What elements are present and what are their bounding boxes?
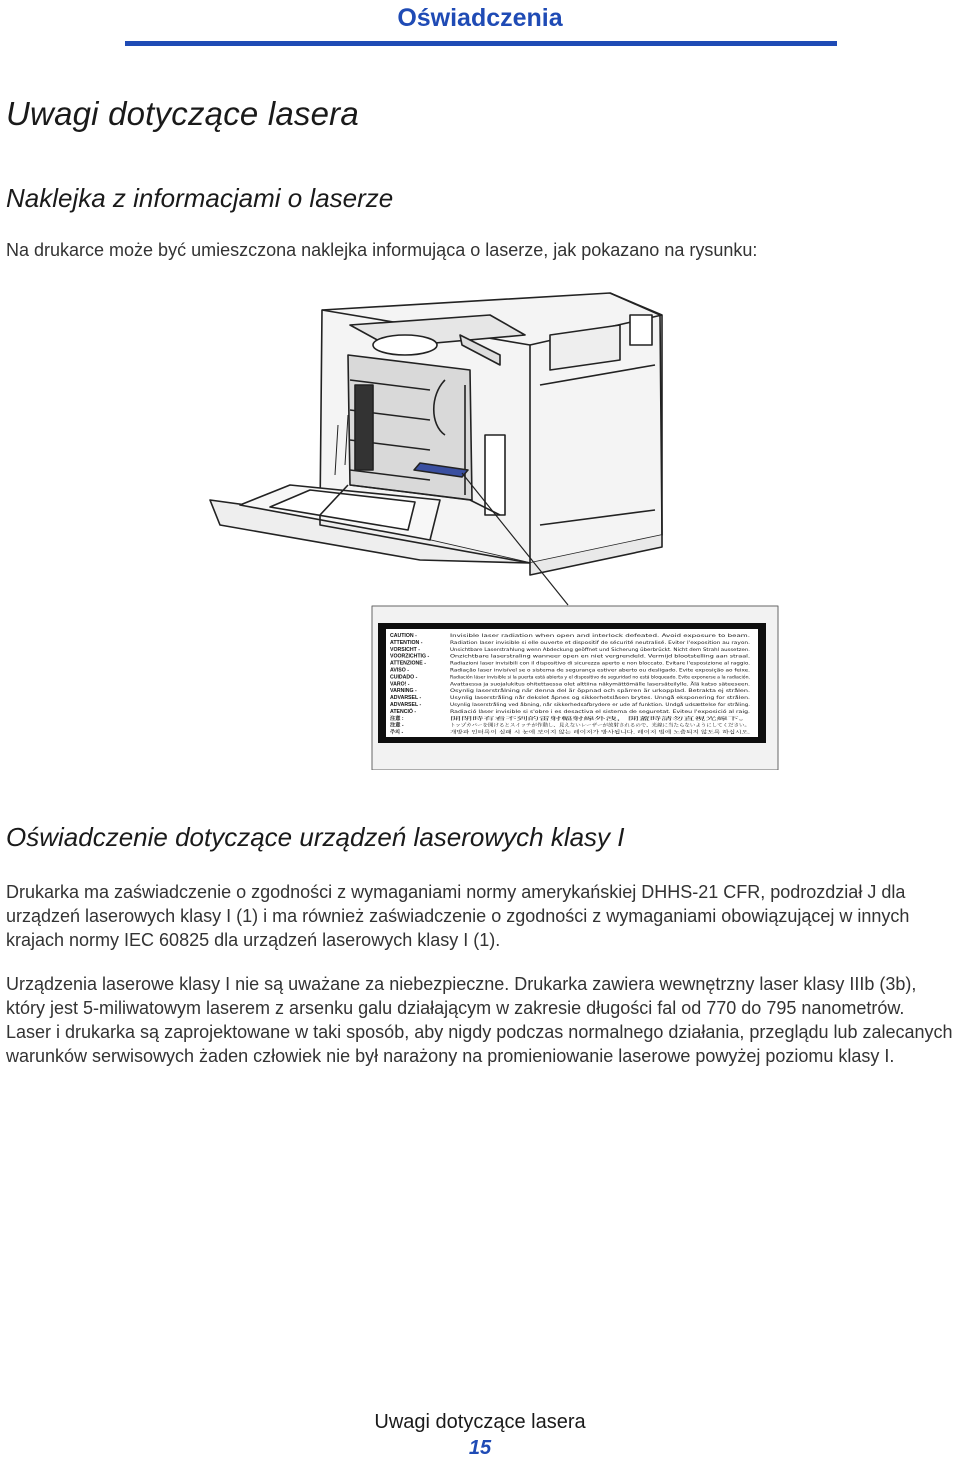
laser-warning-label	[372, 606, 778, 770]
label-text-12: 開閉時有看不到的雷射輻射線外洩，開蓋時請勿直視光線下。	[450, 716, 569, 722]
running-header-title: Oświadczenia	[397, 4, 563, 32]
label-text-1: Radiation laser invisible si elle ouverte et dispositif de sécurité neutralisé. Eviter l'exposition au rayon.	[450, 640, 676, 646]
class-i-heading: Oświadczenie dotyczące urządzeń laserowych klasy I	[6, 822, 625, 852]
label-text-6: Radiación láser invisible si la puerta está abierta y el dispositivo de seguridad no está bloqueado. Evite exponerse a la radiación.	[450, 675, 734, 681]
label-heading-2: VORSICHT -	[390, 646, 420, 653]
label-text-4: Radiazioni laser invisibili con il dispositivo di sicurezza aperto e non bloccato. Evitare l'esposizione al raggio.	[450, 661, 689, 667]
label-text-5: Radiação laser invisível se o sistema de segurança estiver aberto ou desligado. Evite exposição ao feixe.	[450, 668, 681, 674]
label-text-7: Avattaessa ja suojalukitus ohitettaessa olet alttiina näkymättömälle lasersäteilylle. Älä katso säteeseen.	[450, 682, 680, 688]
label-text-13: トップカバーを開けるとスイッチが作動し、見えないレーザーが放射されるので、光線に当たらないようにしてください。	[450, 723, 692, 729]
label-heading-1: ATTENTION -	[390, 639, 423, 646]
label-text-0: Invisible laser radiation when open and interlock defeated. Avoid exposure to beam.	[450, 634, 636, 639]
label-heading-8: VARNING -	[390, 688, 417, 695]
label-heading-6: CUIDADO -	[390, 674, 418, 681]
section-subtitle: Naklejka z informacjami o laserze	[6, 183, 394, 213]
label-text-14: 개방과 인터록이 실패 시 눈에 보이지 않는 레이저가 방사됩니다. 레이저 빔에 노출되지 않도록 하십시오.	[450, 730, 650, 736]
header-rule	[125, 41, 837, 46]
label-heading-4: ATTENZIONE -	[390, 660, 426, 667]
footer-title: Uwagi dotyczące lasera	[374, 1411, 586, 1433]
label-heading-13: 注意 -	[390, 722, 404, 729]
label-heading-3: VOORZICHTIG -	[390, 653, 430, 660]
label-text-8: Osynlig laserstrålning när denna del är öppnad och spärren är urkopplad. Betrakta ej strålen.	[450, 689, 656, 695]
label-text-11: Radiació làser invisible si s'obre i es desactiva el sistema de seguretat. Eviteu l'exposició al raig.	[450, 709, 663, 715]
label-heading-11: ATENCIÓ -	[390, 708, 417, 715]
label-heading-10: ADVARSEL -	[390, 702, 422, 708]
label-text-2: Unsichtbare Laserstrahlung wenn Abdeckung geöffnet und Sicherung überbrückt. Nicht dem Strahl aussetzen.	[450, 647, 693, 653]
label-heading-7: VARO! -	[390, 681, 410, 688]
printer-laser-label-figure	[200, 285, 780, 770]
label-heading-9: ADVARSEL -	[390, 695, 422, 702]
label-heading-12: 注意 :	[390, 715, 404, 722]
page-number: 15	[468, 1437, 492, 1459]
label-heading-5: AVISO -	[390, 667, 409, 674]
paragraph-laser-description: Urządzenia laserowe klasy I nie są uważane za niebezpieczne. Drukarka zawiera wewnętrzny laser klasy IIIb (3b), który jest 5-miliwatowym laserem z arsenku galu działającym w zakresie długości fal od 770 do 795 nanometrów. Laser i drukarka są zaprojektowane w taki sposób, aby nigdy podczas normalnego działania, przeglądu lub zalecanych warunków serwisowych żaden człowiek nie był narażony na promieniowanie laserowe powyżej poziomu klasy I.	[6, 974, 953, 1066]
paragraph-certification: Drukarka ma zaświadczenie o zgodności z wymaganiami normy amerykańskiej DHHS-21 CFR, podrozdział J dla urządzeń laserowych klasy I (1) i ma również zaświadczenie o zgodności z wymaganiami obowiązującej w innych krajach normy IEC 60825 dla urządzeń laserowych klasy I (1).	[6, 882, 910, 950]
section-title: Uwagi dotyczące lasera	[6, 95, 359, 132]
label-text-10: Usynlig laserstråling ved åbning, når sikkerhedsafbrydere er ude af funktion. Undgå udsættelse for stråling.	[450, 703, 688, 708]
label-heading-14: 주의 -	[390, 729, 404, 736]
intro-text: Na drukarce może być umieszczona naklejka informująca o laserze, jak pokazano na rysunku:	[6, 240, 758, 260]
label-heading-0: CAUTION -	[390, 633, 417, 639]
label-text-9: Usynlig laserstråling når dekslet åpnes og sikkerhetslåsen brytes. Unngå eksponering for strålen.	[450, 696, 664, 702]
label-text-3: Onzichtbare laserstraling wanneer open en niet vergrendeld. Vermijd blootstelling aan straal.	[450, 654, 656, 660]
printer-illustration	[210, 293, 662, 605]
